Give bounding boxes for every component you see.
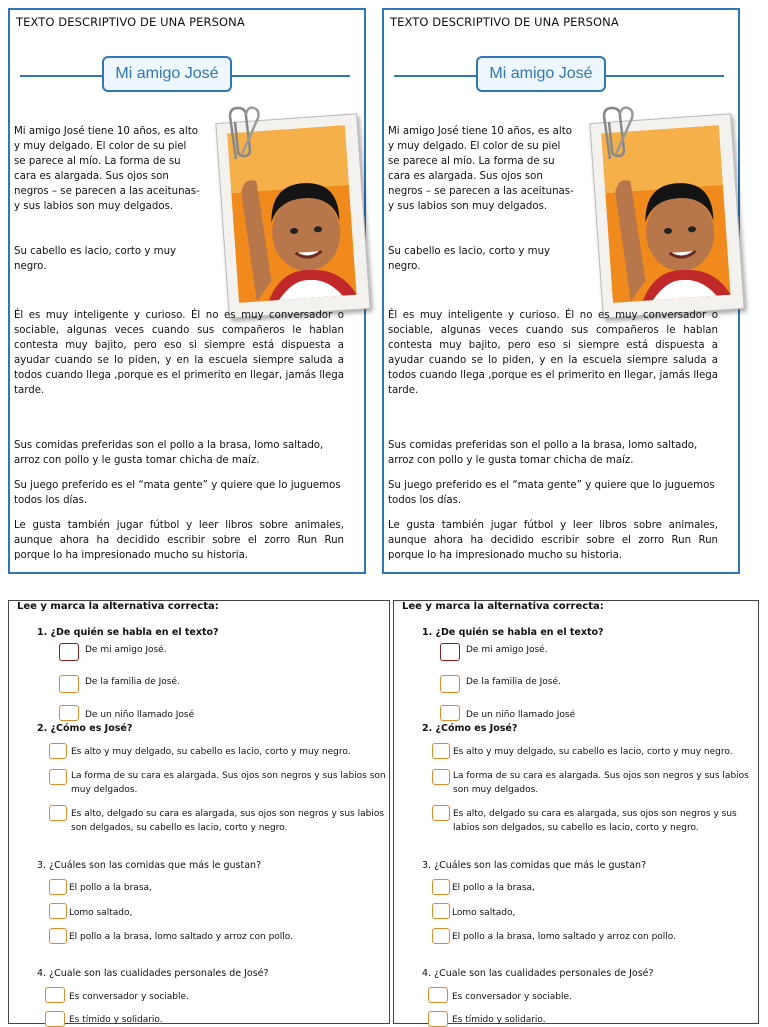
option: De la familia de José. (466, 677, 561, 687)
paperclip-icon (224, 104, 264, 164)
paragraph-5: Su juego preferido es el “mata gente” y quiere que lo juguemos todos los días. (14, 480, 341, 506)
option: De la familia de José. (85, 677, 180, 687)
reading-card-left (8, 8, 366, 574)
checkbox[interactable] (45, 987, 65, 1003)
option: Lomo saltado, (69, 908, 133, 918)
checkbox[interactable] (440, 675, 460, 693)
checkbox[interactable] (428, 987, 448, 1003)
paragraph-2: Su cabello es lacio, corto y muy negro. (14, 246, 177, 272)
quiz-sheet-left (8, 600, 390, 1024)
paragraph-1: Mi amigo José tiene 10 años, es alto y muy delgado. El color de su piel se parece al mío. La forma de su cara es alargada. Sus ojos son negros – se parecen a las aceitunas- y sus labios son muy delgados. (388, 126, 574, 212)
checkbox[interactable] (432, 769, 450, 785)
option: Es alto y muy delgado, su cabello es lacio, corto y muy negro. (71, 747, 351, 757)
quiz-sheet-right (393, 600, 759, 1024)
question-4: 4. ¿Cuale son las cualidades personales de José? (37, 968, 269, 979)
option: La forma de su cara es alargada. Sus ojos son negros y sus labios son muy delgados. (71, 771, 386, 795)
option: Es alto, delgado su cara es alargada, sus ojos son negros y sus labios son delgados, su cabello es lacio, corto y negro. (453, 809, 737, 833)
paragraph-1: Mi amigo José tiene 10 años, es alto y muy delgado. El color de su piel se parece al mío. La forma de su cara es alargada. Sus ojos son negros – se parecen a las aceitunas- y sus labios son muy delgados. (14, 126, 200, 212)
option: El pollo a la brasa, lomo saltado y arroz con pollo. (69, 932, 293, 942)
question-3: 3. ¿Cuáles son las comidas que más le gustan? (422, 860, 647, 871)
option: Es alto, delgado su cara es alargada, sus ojos son negros y sus labios son delgados, su cabello es lacio, corto y negro. (71, 809, 385, 833)
checkbox[interactable] (49, 928, 67, 944)
checkbox[interactable] (432, 903, 450, 919)
checkbox[interactable] (49, 879, 67, 895)
paragraph-6: Le gusta también jugar fútbol y leer libros sobre animales, aunque ahora ha decidido escribir sobre el zorro Run Run porque lo ha impresionado mucho su historia. (388, 520, 718, 561)
paragraph-3: Él es muy inteligente y curioso. Él no es muy conversador o sociable, algunas veces cuando sus compañeros le hablan contesta muy bajito, pero eso si siempre está dispuesta a ayudar cuando se lo piden, y en la escuela siempre saluda a todos cuando llega ,porque es el primerito en llegar, jamás llega tarde. (388, 310, 718, 396)
quiz-heading: Lee y marca la alternativa correcta: (402, 601, 604, 612)
paragraph-6: Le gusta también jugar fútbol y leer libros sobre animales, aunque ahora ha decidido escribir sobre el zorro Run Run porque lo ha impresionado mucho su historia. (14, 520, 344, 561)
paragraph-5: Su juego preferido es el “mata gente” y quiere que lo juguemos todos los días. (388, 480, 715, 506)
question-1: 1. ¿De quién se habla en el texto? (37, 627, 219, 638)
paragraph-4: Sus comidas preferidas son el pollo a la brasa, lomo saltado, arroz con pollo y le gusta tomar chicha de maíz. (388, 440, 698, 466)
checkbox[interactable] (432, 743, 450, 759)
question-2: 2. ¿Cómo es José? (422, 723, 518, 734)
option: De mi amigo José. (85, 645, 167, 655)
checkbox[interactable] (428, 1011, 448, 1027)
option: De un niño llamado José (85, 710, 195, 720)
quiz-heading: Lee y marca la alternativa correcta: (17, 601, 219, 612)
question-3: 3. ¿Cuáles son las comidas que más le gustan? (37, 860, 262, 871)
checkbox[interactable] (59, 675, 79, 693)
option: El pollo a la brasa, (69, 883, 152, 893)
card-title: Mi amigo José (476, 56, 606, 92)
checkbox[interactable] (432, 805, 450, 821)
checkbox[interactable] (59, 643, 79, 661)
question-2: 2. ¿Cómo es José? (37, 723, 133, 734)
option: La forma de su cara es alargada. Sus ojos son negros y sus labios son muy delgados. (453, 771, 749, 795)
option: Es conversador y sociable. (69, 992, 189, 1002)
option: De mi amigo José. (466, 645, 548, 655)
option: De un niño llamado José (466, 710, 576, 720)
option: Es tímido y solidario. (69, 1015, 163, 1025)
checkbox[interactable] (49, 903, 67, 919)
paperclip-icon (598, 104, 638, 164)
checkbox[interactable] (440, 705, 460, 721)
option: Es conversador y sociable. (452, 992, 572, 1002)
checkbox[interactable] (49, 743, 67, 759)
option: Es tímido y solidario. (452, 1015, 546, 1025)
checkbox[interactable] (49, 805, 67, 821)
paragraph-4: Sus comidas preferidas son el pollo a la brasa, lomo saltado, arroz con pollo y le gusta tomar chicha de maíz. (14, 440, 324, 466)
option: El pollo a la brasa, (452, 883, 535, 893)
question-1: 1. ¿De quién se habla en el texto? (422, 627, 604, 638)
option: El pollo a la brasa, lomo saltado y arroz con pollo. (452, 932, 676, 942)
question-4: 4. ¿Cuale son las cualidades personales de José? (422, 968, 654, 979)
checkbox[interactable] (432, 928, 450, 944)
option: Lomo saltado, (452, 908, 516, 918)
card-header: TEXTO DESCRIPTIVO DE UNA PERSONA (390, 15, 619, 29)
checkbox[interactable] (440, 643, 460, 661)
paragraph-3: Él es muy inteligente y curioso. Él no es muy conversador o sociable, algunas veces cuando sus compañeros le hablan contesta muy bajito, pero eso si siempre está dispuesta a ayudar cuando se lo piden, y en la escuela siempre saluda a todos cuando llega ,porque es el primerito en llegar, jamás llega tarde. (14, 310, 344, 396)
reading-card-right (382, 8, 740, 574)
checkbox[interactable] (59, 705, 79, 721)
checkbox[interactable] (49, 769, 67, 785)
paragraph-2: Su cabello es lacio, corto y muy negro. (388, 246, 551, 272)
option: Es alto y muy delgado, su cabello es lacio, corto y muy negro. (453, 747, 733, 757)
checkbox[interactable] (45, 1011, 65, 1027)
card-title: Mi amigo José (102, 56, 232, 92)
card-header: TEXTO DESCRIPTIVO DE UNA PERSONA (16, 15, 245, 29)
checkbox[interactable] (432, 879, 450, 895)
